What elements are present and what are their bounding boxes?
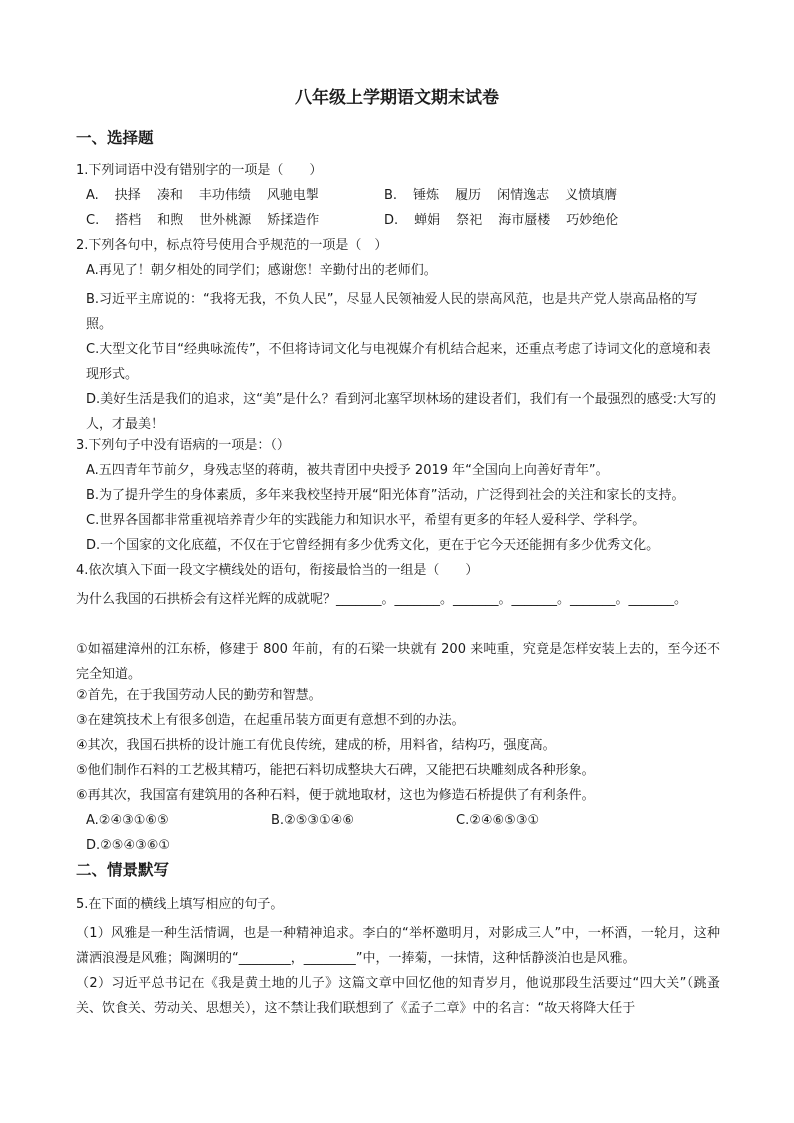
option-word: 祭祀 — [456, 213, 483, 228]
question-4-sentence-1: ①如福建漳州的江东桥，修建于 800 年前，有的石梁一块就有 200 来吨重，究竟是怎样安装上去的，至今还不完全知道。 — [76, 642, 720, 682]
option-word: 闲情逸志 — [497, 188, 550, 203]
question-4-sentence-2: ②首先，在于我国劳动人民的勤劳和智慧。 — [76, 688, 322, 703]
question-4-sentence-5: ⑤他们制作石料的工艺极其精巧，能把石料切成整块大石碑，又能把石块雕刻成各种形象。 — [76, 763, 595, 778]
option-word: 蝉娟 — [414, 213, 441, 228]
question-3-option-b: B.为了提升学生的身体素质，多年来我校坚持开展“阳光体育”活动，广泛得到社会的关注和家长的支持。 — [86, 488, 685, 503]
question-4-sentence-3: ③在建筑技术上有很多创造，在起重吊装方面更有意想不到的办法。 — [76, 713, 465, 728]
question-4-passage: 为什么我国的石拱桥会有这样光辉的成就呢？_______。_______。_______。_______。_______。_______。 — [76, 592, 688, 607]
option-word: 凑和 — [156, 188, 183, 203]
question-2-option-c: C.大型文化节目“经典咏流传”，不但将诗词文化与电视媒介有机结合起来，还重点考虑了诗词文化的意境和表现形式。 — [86, 342, 711, 382]
question-1-stem: 1.下列词语中没有错别字的一项是（ ） — [76, 163, 323, 178]
question-4-option-d: D.②⑤④③⑥① — [86, 838, 171, 853]
section-heading-choice: 一、选择题 — [76, 129, 154, 147]
question-3-option-c: C.世界各国都非常重视培养青少年的实践能力和知识水平，希望有更多的年轻人爱科学、学科学。 — [86, 513, 646, 528]
question-5-stem: 5.在下面的横线上填写相应的句子。 — [76, 897, 284, 912]
option-word: 锤炼 — [413, 188, 440, 203]
question-1-option-c — [86, 212, 319, 230]
question-2-option-a: A.再见了！朝夕相处的同学们；感谢您！辛勤付出的老师们。 — [86, 263, 437, 278]
question-5-part-1: （1）风雅是一种生活情调，也是一种精神追求。李白的“举杯邀明月，对影成三人”中，一杯酒，一轮月，这种潇洒浪漫是风雅；陶渊明的“________，________”中，一捧菊，一抹情，这种恬静淡泊也是风雅。 — [76, 926, 720, 966]
option-word: 风驰电掣 — [266, 188, 319, 203]
question-5-part-2: （2）习近平总书记在《我是黄土地的儿子》这篇文章中回忆他的知青岁月，他说那段生活要过“四大关”（跳蚤关、饮食关、劳动关、思想关），这不禁让我们联想到了《孟子二章》中的名言：“故天将降大任于 — [76, 976, 720, 1016]
question-3-stem: 3.下列句子中没有语病的一项是：（） — [76, 438, 290, 453]
option-word: 抉择 — [114, 188, 141, 203]
option-word: 矫揉造作 — [267, 213, 320, 228]
option-word: 巧妙绝伦 — [566, 213, 619, 228]
question-4-option-a: A.②④③①⑥⑤ — [86, 813, 169, 828]
option-word: 义愤填膺 — [565, 188, 618, 203]
question-3-option-a: A.五四青年节前夕，身残志坚的蒋萌，被共青团中央授予 2019 年“全国向上向善好青年”。 — [86, 463, 609, 478]
question-3-option-d: D.一个国家的文化底蕴，不仅在于它曾经拥有多少优秀文化，更在于它今天还能拥有多少优秀文化。 — [86, 538, 660, 553]
question-4-sentence-6: ⑥再其次，我国富有建筑用的各种石料，便于就地取材，这也为修造石桥提供了有利条件。 — [76, 788, 595, 803]
question-2-stem: 2.下列各句中，标点符号使用合乎规范的一项是（ ） — [76, 238, 388, 253]
option-word: 世外桃源 — [199, 213, 252, 228]
question-4-option-b: B.②⑤③①④⑥ — [271, 813, 354, 828]
option-word: 丰功伟绩 — [198, 188, 251, 203]
option-word: 海市蜃楼 — [498, 213, 551, 228]
question-2-option-d: D.美好生活是我们的追求，这“美”是什么？看到河北塞罕坝林场的建设者们，我们有一个最强烈的感受:大写的人，才最美！ — [86, 392, 716, 432]
option-letter: B. — [384, 188, 398, 203]
question-1-option-d — [384, 212, 618, 230]
question-2-option-b: B.习近平主席说的：“我将无我，不负人民”，尽显人民领袖爱人民的崇高风范，也是共产党人崇高品格的写照。 — [86, 292, 698, 332]
question-1-option-a — [86, 187, 319, 205]
section-heading-recitation: 二、情景默写 — [76, 861, 170, 879]
question-4-sentence-4: ④其次，我国石拱桥的设计施工有优良传统，建成的桥，用料省，结构巧，强度高。 — [76, 738, 556, 753]
question-1-option-b — [384, 187, 617, 205]
option-letter: A. — [86, 188, 99, 203]
question-4-option-c: C.②④⑥⑤③① — [456, 813, 540, 828]
option-word: 搭档 — [115, 213, 142, 228]
exam-title: 八年级上学期语文期末试卷 — [295, 88, 499, 108]
question-4-stem: 4.依次填入下面一段文字横线处的语句，衔接最恰当的一组是（ ） — [76, 563, 479, 578]
option-word: 履历 — [455, 188, 482, 203]
option-letter: C. — [86, 213, 100, 228]
option-word: 和煦 — [157, 213, 184, 228]
option-letter: D. — [384, 213, 399, 228]
